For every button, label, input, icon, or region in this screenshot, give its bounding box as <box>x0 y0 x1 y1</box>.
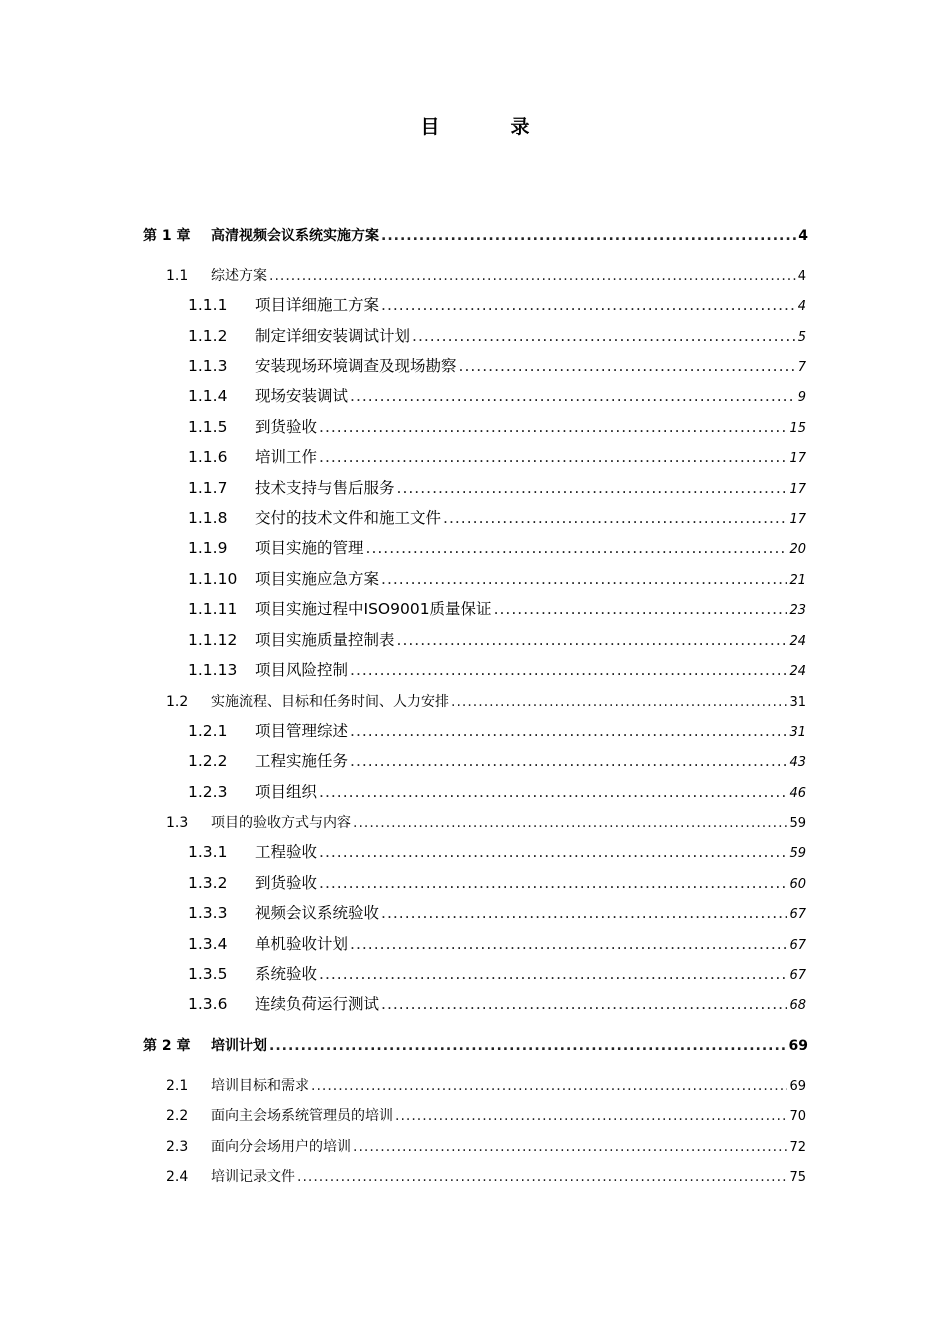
toc-page-number: 70 <box>789 1109 806 1124</box>
toc-entry[interactable] <box>188 782 806 801</box>
toc-entry[interactable] <box>188 478 806 497</box>
toc-entry[interactable] <box>188 417 806 436</box>
toc-page-number: 17 <box>789 512 806 527</box>
toc-entry-title: 培训计划 <box>211 1038 267 1054</box>
toc-page-number: 31 <box>789 695 806 710</box>
toc-chapter-entry[interactable] <box>143 1039 808 1053</box>
toc-entry-title: 实施流程、目标和任务时间、人力安排 <box>211 694 449 710</box>
toc-entry-number: 1.1.11 <box>188 599 238 618</box>
toc-entry-number: 第 2 章 <box>143 1038 191 1054</box>
toc-entry[interactable] <box>188 326 806 345</box>
toc-entry-number: 第 1 章 <box>143 228 191 244</box>
toc-entry-title: 项目管理综述 <box>255 721 349 740</box>
toc-entry-title: 面向主会场系统管理员的培训 <box>211 1108 393 1124</box>
toc-entry-title: 项目实施应急方案 <box>255 569 380 588</box>
toc-entry-title: 工程验收 <box>255 842 318 861</box>
toc-entry-title: 系统验收 <box>255 964 318 983</box>
toc-entry[interactable] <box>188 386 806 405</box>
toc-page-number: 20 <box>789 542 806 557</box>
toc-entry-title: 连续负荷运行测试 <box>255 994 380 1013</box>
toc-entry-number: 1.2.2 <box>188 751 228 770</box>
toc-page-number: 24 <box>789 664 806 679</box>
toc-entry-number: 1.1.9 <box>188 538 228 557</box>
toc-entry-number: 2.4 <box>166 1169 189 1185</box>
toc-entry-title: 到货验收 <box>255 417 318 436</box>
toc-entry-number: 1.1.6 <box>188 447 228 466</box>
toc-page-number: 67 <box>789 968 806 983</box>
toc-dot-leader <box>494 602 788 618</box>
toc-dot-leader <box>412 329 796 345</box>
toc-entry[interactable] <box>166 1140 806 1154</box>
toc-entry-title: 项目实施质量控制表 <box>255 630 395 649</box>
toc-page-number: 7 <box>797 360 806 375</box>
toc-page-number: 59 <box>789 846 806 861</box>
toc-page-number: 67 <box>789 938 806 953</box>
toc-entry-number: 1.3.5 <box>188 964 228 983</box>
toc-entry[interactable] <box>188 508 806 527</box>
toc-entry-title: 技术支持与售后服务 <box>255 478 395 497</box>
toc-dot-leader <box>350 663 787 679</box>
toc-dot-leader <box>397 481 788 497</box>
toc-entry-title: 到货验收 <box>255 873 318 892</box>
toc-dot-leader <box>350 937 787 953</box>
toc-entry-title: 培训记录文件 <box>211 1169 295 1185</box>
toc-dot-leader <box>381 229 796 243</box>
toc-entry-number: 1.1.10 <box>188 569 238 588</box>
toc-entry-number: 1.2.1 <box>188 721 228 740</box>
toc-dot-leader <box>319 785 787 801</box>
toc-entry-number: 1.3.6 <box>188 994 228 1013</box>
toc-page-number: 4 <box>798 228 808 244</box>
toc-entry-title: 单机验收计划 <box>255 934 349 953</box>
toc-dot-leader <box>319 845 787 861</box>
toc-dot-leader <box>269 1039 787 1053</box>
toc-chapter-entry[interactable] <box>143 229 808 243</box>
toc-entry-title: 工程实施任务 <box>255 751 349 770</box>
toc-dot-leader <box>397 633 788 649</box>
toc-dot-leader <box>350 754 787 770</box>
toc-page-number: 15 <box>789 421 806 436</box>
toc-dot-leader <box>319 876 787 892</box>
toc-entry-number: 1.1.12 <box>188 630 238 649</box>
toc-entry-number: 1.3.3 <box>188 903 228 922</box>
toc-page-number: 24 <box>789 634 806 649</box>
toc-entry[interactable] <box>188 751 806 770</box>
toc-entry-title: 安装现场环境调查及现场勘察 <box>255 356 457 375</box>
toc-entry-number: 2.1 <box>166 1078 189 1094</box>
toc-entry[interactable] <box>166 1079 806 1093</box>
toc-entry-title: 视频会议系统验收 <box>255 903 380 922</box>
toc-dot-leader <box>381 572 787 588</box>
toc-entry-number: 1.1.7 <box>188 478 228 497</box>
toc-entry[interactable] <box>166 1109 806 1123</box>
toc-page-number: 17 <box>789 451 806 466</box>
toc-entry-title: 项目的验收方式与内容 <box>211 815 351 831</box>
toc-entry-title: 交付的技术文件和施工文件 <box>255 508 442 527</box>
toc-entry-title: 培训工作 <box>255 447 318 466</box>
toc-page-number: 17 <box>789 482 806 497</box>
toc-dot-leader <box>319 450 787 466</box>
toc-dot-leader <box>350 724 787 740</box>
toc-entry-title: 高清视频会议系统实施方案 <box>211 228 379 244</box>
toc-dot-leader <box>297 1170 787 1184</box>
toc-dot-leader <box>350 389 796 405</box>
toc-entry-number: 2.3 <box>166 1139 189 1155</box>
toc-entry-title: 项目风险控制 <box>255 660 349 679</box>
toc-page-number: 21 <box>789 573 806 588</box>
toc-entry[interactable] <box>188 994 806 1013</box>
toc-dot-leader <box>459 359 796 375</box>
toc-entry-number: 1.1.5 <box>188 417 228 436</box>
toc-entry-title: 项目实施过程中ISO9001质量保证 <box>255 599 492 618</box>
toc-page-number: 59 <box>789 816 806 831</box>
toc-entry-number: 1.3 <box>166 815 189 831</box>
toc-entry-number: 1.2.3 <box>188 782 228 801</box>
toc-dot-leader <box>451 695 787 709</box>
toc-entry[interactable] <box>188 630 806 649</box>
toc-dot-leader <box>366 541 788 557</box>
toc-entry[interactable] <box>188 599 806 618</box>
toc-entry-title: 培训目标和需求 <box>211 1078 309 1094</box>
toc-dot-leader <box>269 269 796 283</box>
toc-entry[interactable] <box>188 295 806 314</box>
toc-entry[interactable] <box>188 934 806 953</box>
toc-dot-leader <box>443 511 787 527</box>
toc-entry-title: 综述方案 <box>211 268 267 284</box>
toc-entry-number: 1.1.8 <box>188 508 228 527</box>
toc-page-number: 67 <box>789 907 806 922</box>
toc-entry-number: 1.3.1 <box>188 842 228 861</box>
toc-page-number: 43 <box>789 755 806 770</box>
toc-page-number: 60 <box>789 877 806 892</box>
toc-dot-leader <box>381 906 787 922</box>
toc-entry-number: 1.2 <box>166 694 189 710</box>
toc-entry[interactable] <box>166 816 806 830</box>
toc-entry-number: 1.1.4 <box>188 386 228 405</box>
toc-page-number: 69 <box>788 1038 808 1054</box>
toc-entry-title: 项目详细施工方案 <box>255 295 380 314</box>
toc-entry-number: 1.3.2 <box>188 873 228 892</box>
toc-entry-title: 面向分会场用户的培训 <box>211 1139 351 1155</box>
toc-entry-number: 1.3.4 <box>188 934 228 953</box>
toc-page-number: 9 <box>797 390 806 405</box>
toc-entry[interactable] <box>188 903 806 922</box>
toc-page-number: 23 <box>789 603 806 618</box>
toc-entry[interactable] <box>188 538 806 557</box>
toc-dot-leader <box>319 420 787 436</box>
toc-dot-leader <box>353 1140 787 1154</box>
toc-page-number: 4 <box>797 299 806 314</box>
toc-entry-title: 项目组织 <box>255 782 318 801</box>
toc-entry[interactable] <box>166 1170 806 1184</box>
page-title: 目 录 <box>420 116 556 138</box>
toc-entry-number: 1.1.3 <box>188 356 228 375</box>
toc-entry[interactable] <box>188 964 806 983</box>
toc-entry-title: 项目实施的管理 <box>255 538 364 557</box>
toc-entry[interactable] <box>188 873 806 892</box>
toc-page-number: 46 <box>789 786 806 801</box>
toc-page-number: 68 <box>789 998 806 1013</box>
toc-entry[interactable] <box>166 695 806 709</box>
toc-entry-number: 1.1.13 <box>188 660 238 679</box>
toc-dot-leader <box>381 997 787 1013</box>
toc-entry-title: 现场安装调试 <box>255 386 349 405</box>
toc-entry-number: 1.1.2 <box>188 326 228 345</box>
toc-entry[interactable] <box>188 356 806 375</box>
toc-entry[interactable] <box>188 447 806 466</box>
toc-dot-leader <box>395 1109 787 1123</box>
toc-dot-leader <box>353 816 787 830</box>
toc-page-number: 5 <box>797 330 806 345</box>
toc-entry[interactable] <box>188 842 806 861</box>
toc-page-number: 72 <box>789 1140 806 1155</box>
toc-entry[interactable] <box>188 660 806 679</box>
toc-dot-leader <box>319 967 787 983</box>
toc-entry-number: 1.1.1 <box>188 295 228 314</box>
toc-page-number: 75 <box>789 1170 806 1185</box>
toc-entry[interactable] <box>166 269 806 283</box>
toc-entry[interactable] <box>188 569 806 588</box>
toc-dot-leader <box>311 1079 787 1093</box>
toc-page-number: 4 <box>797 269 806 284</box>
toc-entry-number: 1.1 <box>166 268 189 284</box>
toc-page-number: 69 <box>789 1079 806 1094</box>
toc-entry-title: 制定详细安装调试计划 <box>255 326 411 345</box>
toc-page-number: 31 <box>789 725 806 740</box>
toc-dot-leader <box>381 298 796 314</box>
toc-entry[interactable] <box>188 721 806 740</box>
toc-entry-number: 2.2 <box>166 1108 189 1124</box>
